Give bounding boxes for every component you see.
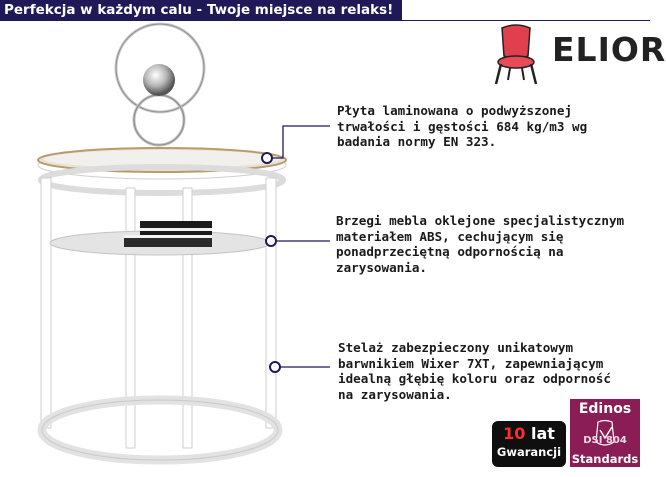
feature-abs-edges: Brzegi mebla oklejone specjalistycznym materiałem ABS, cechującym się ponadprzeciętną odpornością na zarysowania.	[336, 213, 625, 275]
ring-sculpture	[116, 24, 204, 155]
table-top	[38, 148, 286, 179]
certificate-brand: Edinos	[578, 401, 632, 417]
brand-logo-text: ELIOR	[552, 30, 666, 69]
feature-frame-coating: Stelaż zabezpieczony unikatowym barwnikiem Wixer 7XT, zapewniającym idealną głębię koloru oraz odporność na zarysowania.	[338, 340, 611, 402]
warranty-label: Gwarancji	[496, 445, 562, 459]
warranty-badge	[492, 421, 566, 467]
warranty-number: 10	[503, 424, 526, 443]
top-banner: Perfekcja w każdym calu - Twoje miejsce na relaks!	[0, 0, 402, 20]
certificate-label: Standards	[571, 452, 639, 466]
feature-laminate: Płyta laminowana o podwyższonej trwałości i gęstości 684 kg/m3 wg badania normy EN 323.	[337, 103, 588, 149]
warranty-unit: lat	[530, 424, 555, 443]
certificate-code: DSI 804	[583, 435, 627, 446]
lower-shelf	[50, 221, 270, 255]
certificate-badge	[570, 399, 640, 467]
